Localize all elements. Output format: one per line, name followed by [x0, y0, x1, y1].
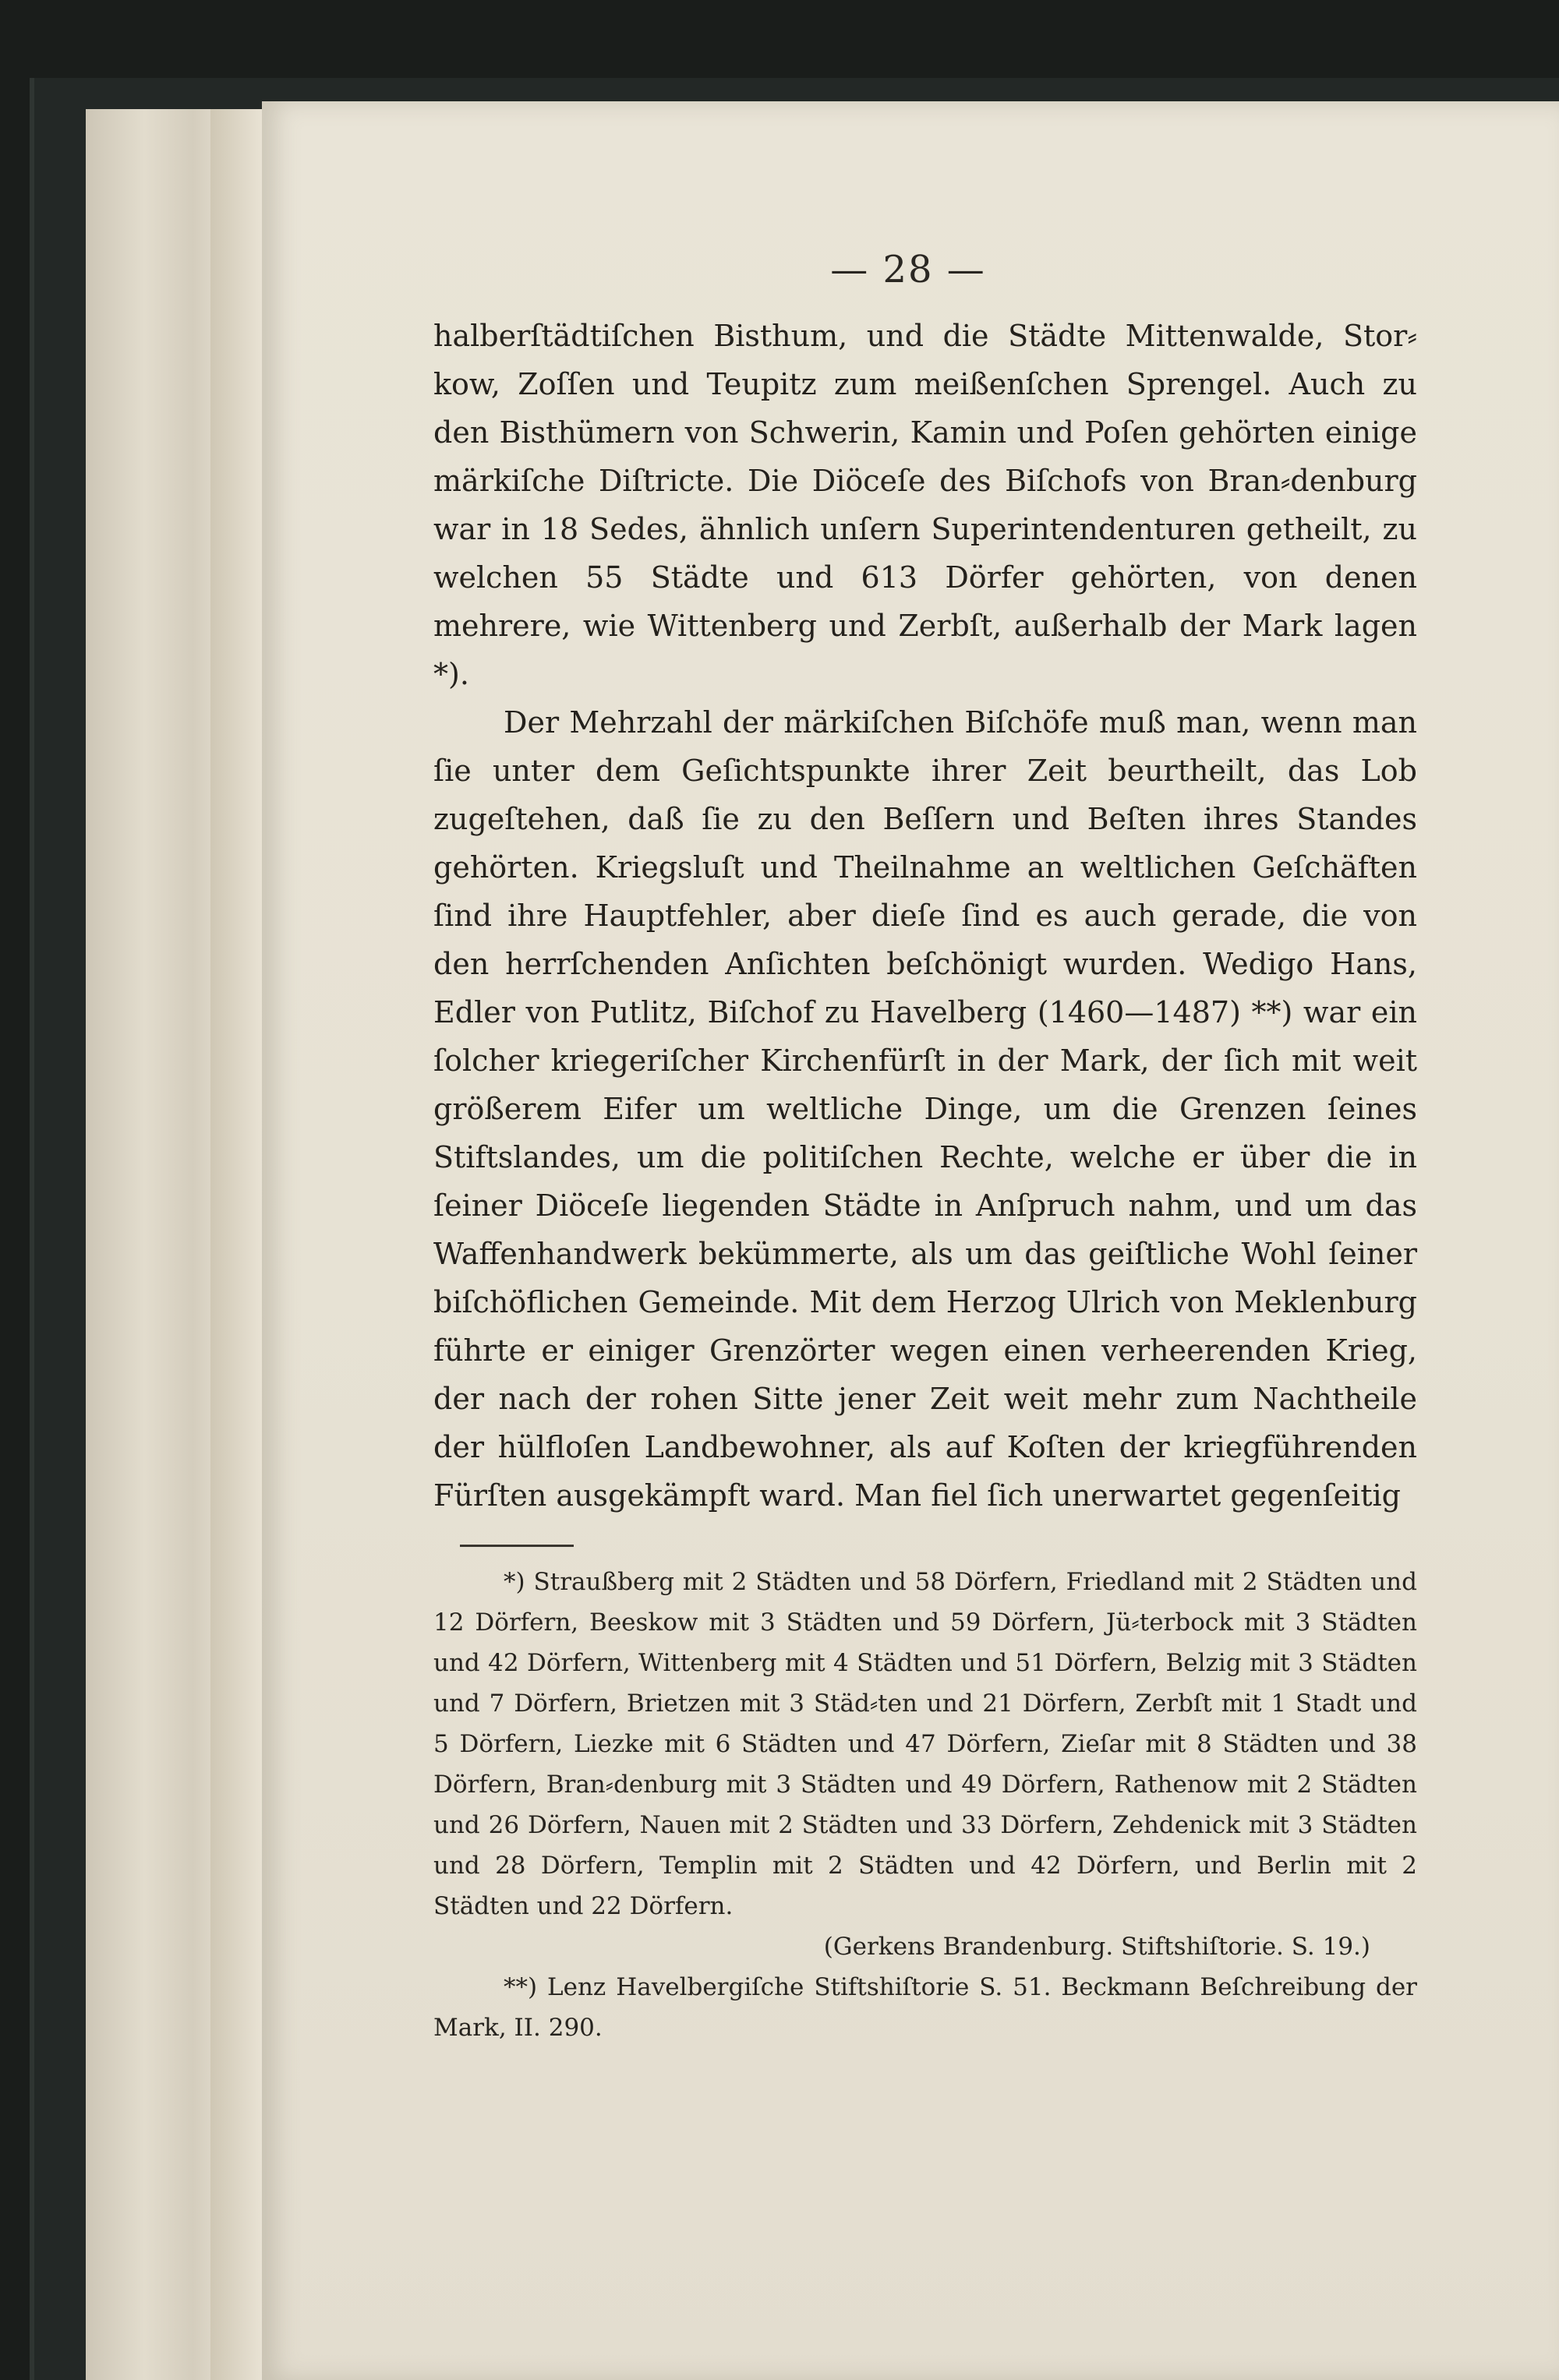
paragraph-1: halberſtädtiſchen Bisthum, und die Städte Mittenwalde, Stor⸗kow, Zoſſen und Teupitz zum meißenſchen Sprengel. Auch zu den Bisthümern von Schwerin, Kamin und Poſen gehörten einige märkiſche Diſtricte. Die Diöceſe des Biſchofs von Bran⸗denburg war in 18 Sedes, ähnlich unſern Superintendenturen getheilt, zu welchen 55 Städte und 613 Dörfer gehörten, von denen mehrere, wie Wittenberg und Zerbſt, außerhalb der Mark lagen *). [433, 319, 1417, 691]
footnote-rule [460, 1545, 574, 1547]
footnote-1: *) Straußberg mit 2 Städten und 58 Dörfern, Friedland mit 2 Städten und 12 Dörfern, Beeskow mit 3 Städten und 59 Dörfern, Jü⸗terbock mit 3 Städten und 42 Dörfern, Wittenberg mit 4 Städten und 51 Dörfern, Belzig mit 3 Städten und 7 Dörfern, Brietzen mit 3 Städ⸗ten und 21 Dörfern, Zerbſt mit 1 Stadt und 5 Dörfern, Liezke mit 6 Städten und 47 Dörfern, Zieſar mit 8 Städten und 38 Dörfern, Bran⸗denburg mit 3 Städten und 49 Dörfern, Rathenow mit 2 Städten und 26 Dörfern, Nauen mit 2 Städten und 33 Dörfern, Zehdenick mit 3 Städten und 28 Dörfern, Templin mit 2 Städten und 42 Dörfern, und Berlin mit 2 Städten und 22 Dörfern. [433, 1568, 1417, 1920]
page-gutter [210, 109, 265, 2380]
footnote-2: **) Lenz Havelbergiſche Stiftshiſtorie S. 51. Beckmann Beſchreibung der Mark, II. 290. [433, 1973, 1417, 2042]
page-number: — 28 — [830, 248, 986, 291]
footnote-1-source: (Gerkens Brandenburg. Stiftshiſtorie. S. 19.) [823, 1933, 1370, 1961]
paragraph-2: Der Mehrzahl der märkiſchen Biſchöfe muß man, wenn man ſie unter dem Geſichtspunkte ihrer Zeit beurtheilt, das Lob zugeſtehen, daß ſie zu den Beſſern und Beſten ihres Standes gehörten. Kriegsluſt und Theilnahme an weltlichen Geſchäften ſind ihre Hauptfehler, aber dieſe ſind es auch gerade, die von den herrſchenden Anſichten beſchönigt wurden. Wedigo Hans, Edler von Putlitz, Biſchof zu Havelberg (1460—1487) **) war ein ſolcher kriegeriſcher Kirchenfürſt in der Mark, der ſich mit weit größerem Eifer um weltliche Dinge, um die Grenzen ſeines Stiftslandes, um die politiſchen Rechte, welche er über die in ſeiner Diöceſe liegenden Städte in Anſpruch nahm, und um das Waffenhandwerk bekümmerte, als um das geiſtliche Wohl ſeiner biſchöflichen Gemeinde. Mit dem Herzog Ulrich von Meklenburg führte er einiger Grenzörter wegen einen verheerenden Krieg, der nach der rohen Sitte jener Zeit weit mehr zum Nachtheile der hülfloſen Landbewohner, als auf Koſten der kriegführenden Fürſten ausgekämpft ward. Man fiel ſich unerwartet gegenſeitig [433, 705, 1417, 1513]
footnotes [433, 1562, 1417, 2048]
main-text [433, 312, 1417, 1520]
